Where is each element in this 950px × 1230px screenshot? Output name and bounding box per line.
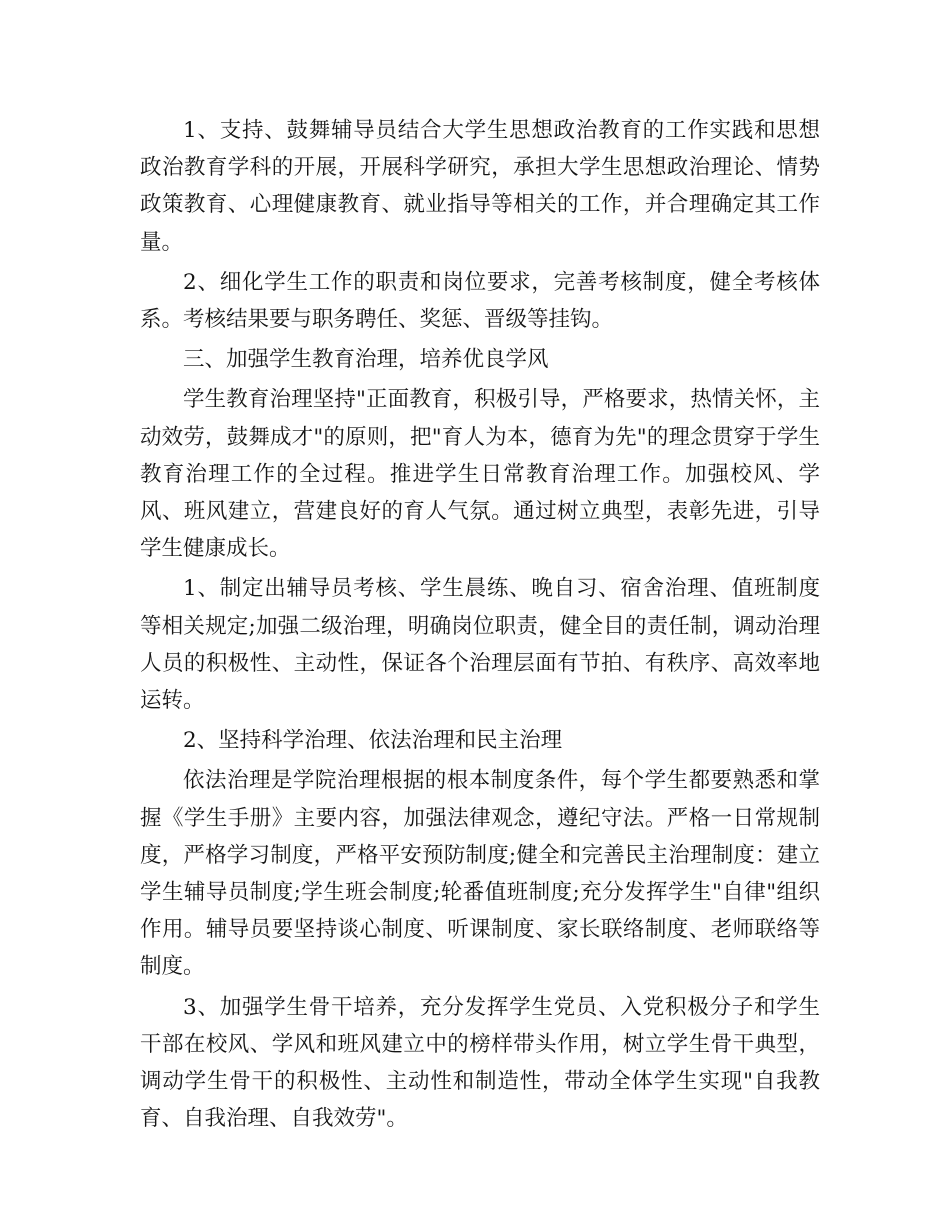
paragraph-student-leaders: 3、加强学生骨干培养，充分发挥学生党员、入党积极分子和学生干部在校风、学风和班风建立中的榜样带头作用，树立学生骨干典型，调动学生骨干的积极性、主动性和制造性，带动全体学生实现"自我教育、自我治理、自我效劳"。 — [140, 994, 820, 1132]
paragraph-support-counselors: 1、支持、鼓舞辅导员结合大学生思想政治教育的工作实践和思想政治教育学科的开展，开展科学研究，承担大学生思想政治理论、情势政策教育、心理健康教育、就业指导等相关的工作，并合理确定其工作量。 — [140, 118, 820, 255]
paragraph-refine-duties: 2、细化学生工作的职责和岗位要求，完善考核制度，健全考核体系。考核结果要与职务聘任、奖惩、晋级等挂钩。 — [140, 269, 820, 333]
subheading-scientific-governance: 2、坚持科学治理、依法治理和民主治理 — [183, 728, 563, 754]
paragraph-regulations: 1、制定出辅导员考核、学生晨练、晚自习、宿舍治理、值班制度等相关规定;加强二级治理，明确岗位职责，健全目的责任制，调动治理人员的积极性、主动性，保证各个治理层面有节拍、有秩序、高效率地运转。 — [140, 576, 820, 714]
paragraph-rule-of-law: 依法治理是学院治理根据的根本制度条件，每个学生都要熟悉和掌握《学生手册》主要内容，加强法律观念，遵纪守法。严格一日常规制度，严格学习制度，严格平安预防制度;健全和完善民主治理制度：建立学生辅导员制度;学生班会制度;轮番值班制度;充分发挥学生"自律"组织作用。辅导员要坚持谈心制度、听课制度、家长联络制度、老师联络等制度。 — [140, 768, 820, 980]
document-body — [140, 112, 820, 1140]
paragraph-education-principles: 学生教育治理坚持"正面教育，积极引导，严格要求，热情关怀，主动效劳，鼓舞成才"的原则，把"育人为本，德育为先"的理念贯穿于学生教育治理工作的全过程。推进学生日常教育治理工作。加强校风、学风、班风建立，营建良好的育人气氛。通过树立典型，表彰先进，引导学生健康成长。 — [140, 387, 820, 562]
section-heading-3: 三、加强学生教育治理，培养优良学风 — [183, 347, 549, 373]
